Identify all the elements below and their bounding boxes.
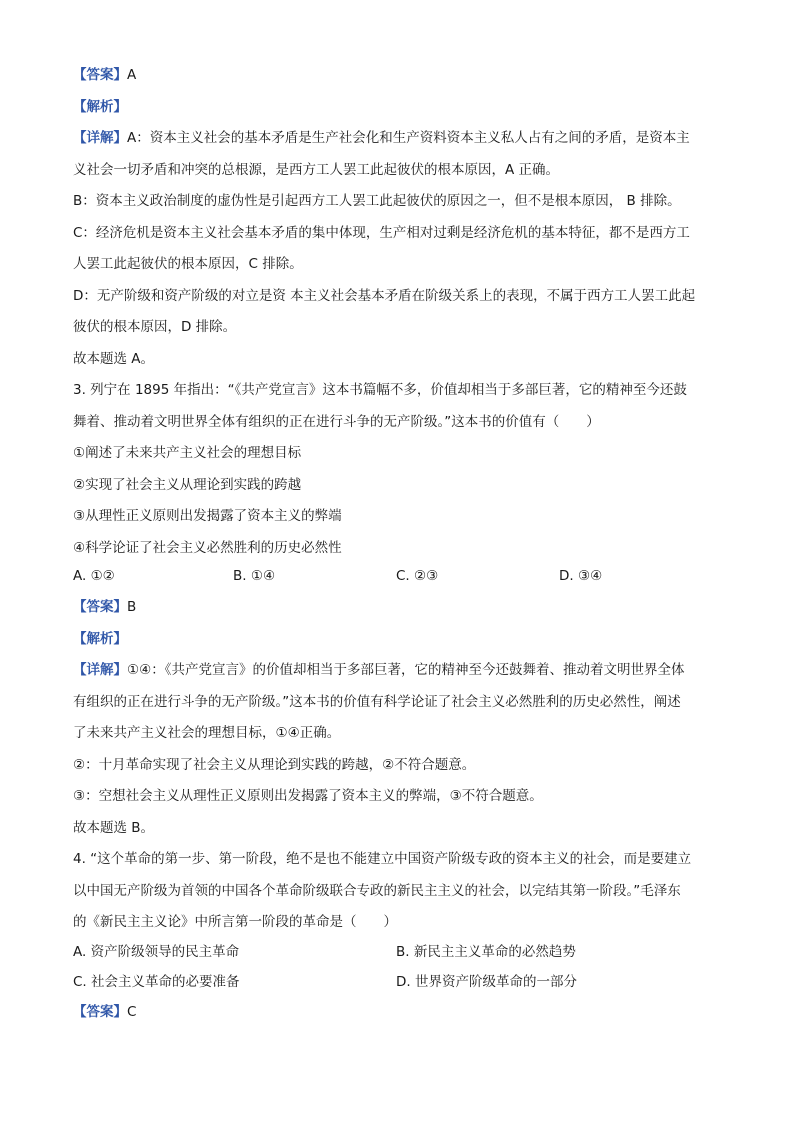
- q3-detail-line-1: [73, 660, 723, 680]
- q3-option-c: C. ②③: [396, 568, 439, 584]
- q3-conclusion: 故本题选 B。: [73, 820, 155, 836]
- detail-tag: 【详解】: [73, 130, 127, 146]
- detail-text: ①④：《共产党宣言》的价值却相当于多部巨著，它的精神至今还鼓舞着、推动着文明世界全体: [127, 662, 685, 678]
- q4-option-a: A. 资产阶级领导的民主革命: [73, 944, 240, 960]
- answer-tag: 【答案】: [73, 599, 127, 615]
- q4-option-b: B. 新民主主义革命的必然趋势: [396, 944, 576, 960]
- q4-option-d: D. 世界资产阶级革命的一部分: [396, 974, 577, 990]
- q2-option-d-explanation-2: 彼伏的根本原因，D 排除。: [73, 319, 237, 335]
- q2-detail-line-2: 义社会一切矛盾和冲突的总根源，是西方工人罢工此起彼伏的根本原因，A 正确。: [73, 162, 560, 178]
- q3-option-b: B. ①④: [233, 568, 276, 584]
- q2-option-d-explanation-1: D：无产阶级和资产阶级的对立是资 本主义社会基本矛盾在阶级关系上的表现，不属于西方工人罢工此起: [73, 288, 696, 304]
- analysis-tag: 【解析】: [73, 99, 127, 115]
- answer-tag: 【答案】: [73, 67, 127, 83]
- q3-stem-line-2: 舞着、推动着文明世界全体有组织的正在进行斗争的无产阶级。”这本书的价值有（ ）: [73, 414, 600, 430]
- q2-option-b-explanation: B：资本主义政治制度的虚伪性是引起西方工人罢工此起彼伏的原因之一，但不是根本原因， B 排除。: [73, 193, 681, 209]
- answer-value: B: [127, 599, 137, 615]
- q3-option-a: A. ①②: [73, 568, 115, 584]
- q3-statement-2: ②实现了社会主义从理论到实践的跨越: [73, 477, 302, 493]
- q3-stem-line-1: 3. 列宁在 1895 年指出：“《共产党宣言》这本书篇幅不多，价值却相当于多部巨著，它的精神至今还鼓: [73, 382, 687, 398]
- detail-tag: 【详解】: [73, 662, 127, 678]
- q2-analysis-line: [73, 97, 723, 117]
- q2-option-c-explanation-1: C：经济危机是资本主义社会基本矛盾的集中体现，生产相对过剩是经济危机的基本特征，都不是西方工: [73, 225, 690, 241]
- q3-answer-line: [73, 597, 723, 617]
- analysis-tag: 【解析】: [73, 631, 127, 647]
- q3-statement-1: ①阐述了未来共产主义社会的理想目标: [73, 445, 302, 461]
- q4-answer-line: [73, 1002, 723, 1022]
- detail-text: A：资本主义社会的基本矛盾是生产社会化和生产资料资本主义私人占有之间的矛盾，是资本主: [127, 130, 690, 146]
- q3-explanation-2: ②：十月革命实现了社会主义从理论到实践的跨越，②不符合题意。: [73, 757, 476, 773]
- q4-stem-line-2: 以中国无产阶级为首领的中国各个革命阶级联合专政的新民主主义的社会，以完结其第一阶段。”毛泽东: [73, 883, 681, 899]
- q4-stem-line-3: 的《新民主主义论》中所言第一阶段的革命是（ ）: [73, 914, 397, 930]
- q3-detail-line-2: 有组织的正在进行斗争的无产阶级。”这本书的价值有科学论证了社会主义必然胜利的历史必然性，阐述: [73, 694, 681, 710]
- q2-detail-line-1: [73, 128, 723, 148]
- answer-tag: 【答案】: [73, 1004, 127, 1020]
- answer-value: A: [127, 67, 137, 83]
- q3-detail-line-3: 了未来共产主义社会的理想目标，①④正确。: [73, 725, 341, 741]
- q4-option-c: C. 社会主义革命的必要准备: [73, 974, 240, 990]
- q3-option-d: D. ③④: [559, 568, 603, 584]
- q2-option-c-explanation-2: 人罢工此起彼伏的根本原因，C 排除。: [73, 256, 303, 272]
- q2-answer-line: [73, 65, 723, 85]
- q3-statement-4: ④科学论证了社会主义必然胜利的历史必然性: [73, 540, 342, 556]
- q2-conclusion: 故本题选 A。: [73, 351, 155, 367]
- q3-analysis-line: [73, 629, 723, 649]
- q3-explanation-3: ③：空想社会主义从理性正义原则出发揭露了资本主义的弊端，③不符合题意。: [73, 788, 543, 804]
- answer-value: C: [127, 1004, 137, 1020]
- q4-stem-line-1: 4. “这个革命的第一步、第一阶段，绝不是也不能建立中国资产阶级专政的资本主义的社会，而是要建立: [73, 851, 692, 867]
- q3-statement-3: ③从理性正义原则出发揭露了资本主义的弊端: [73, 508, 342, 524]
